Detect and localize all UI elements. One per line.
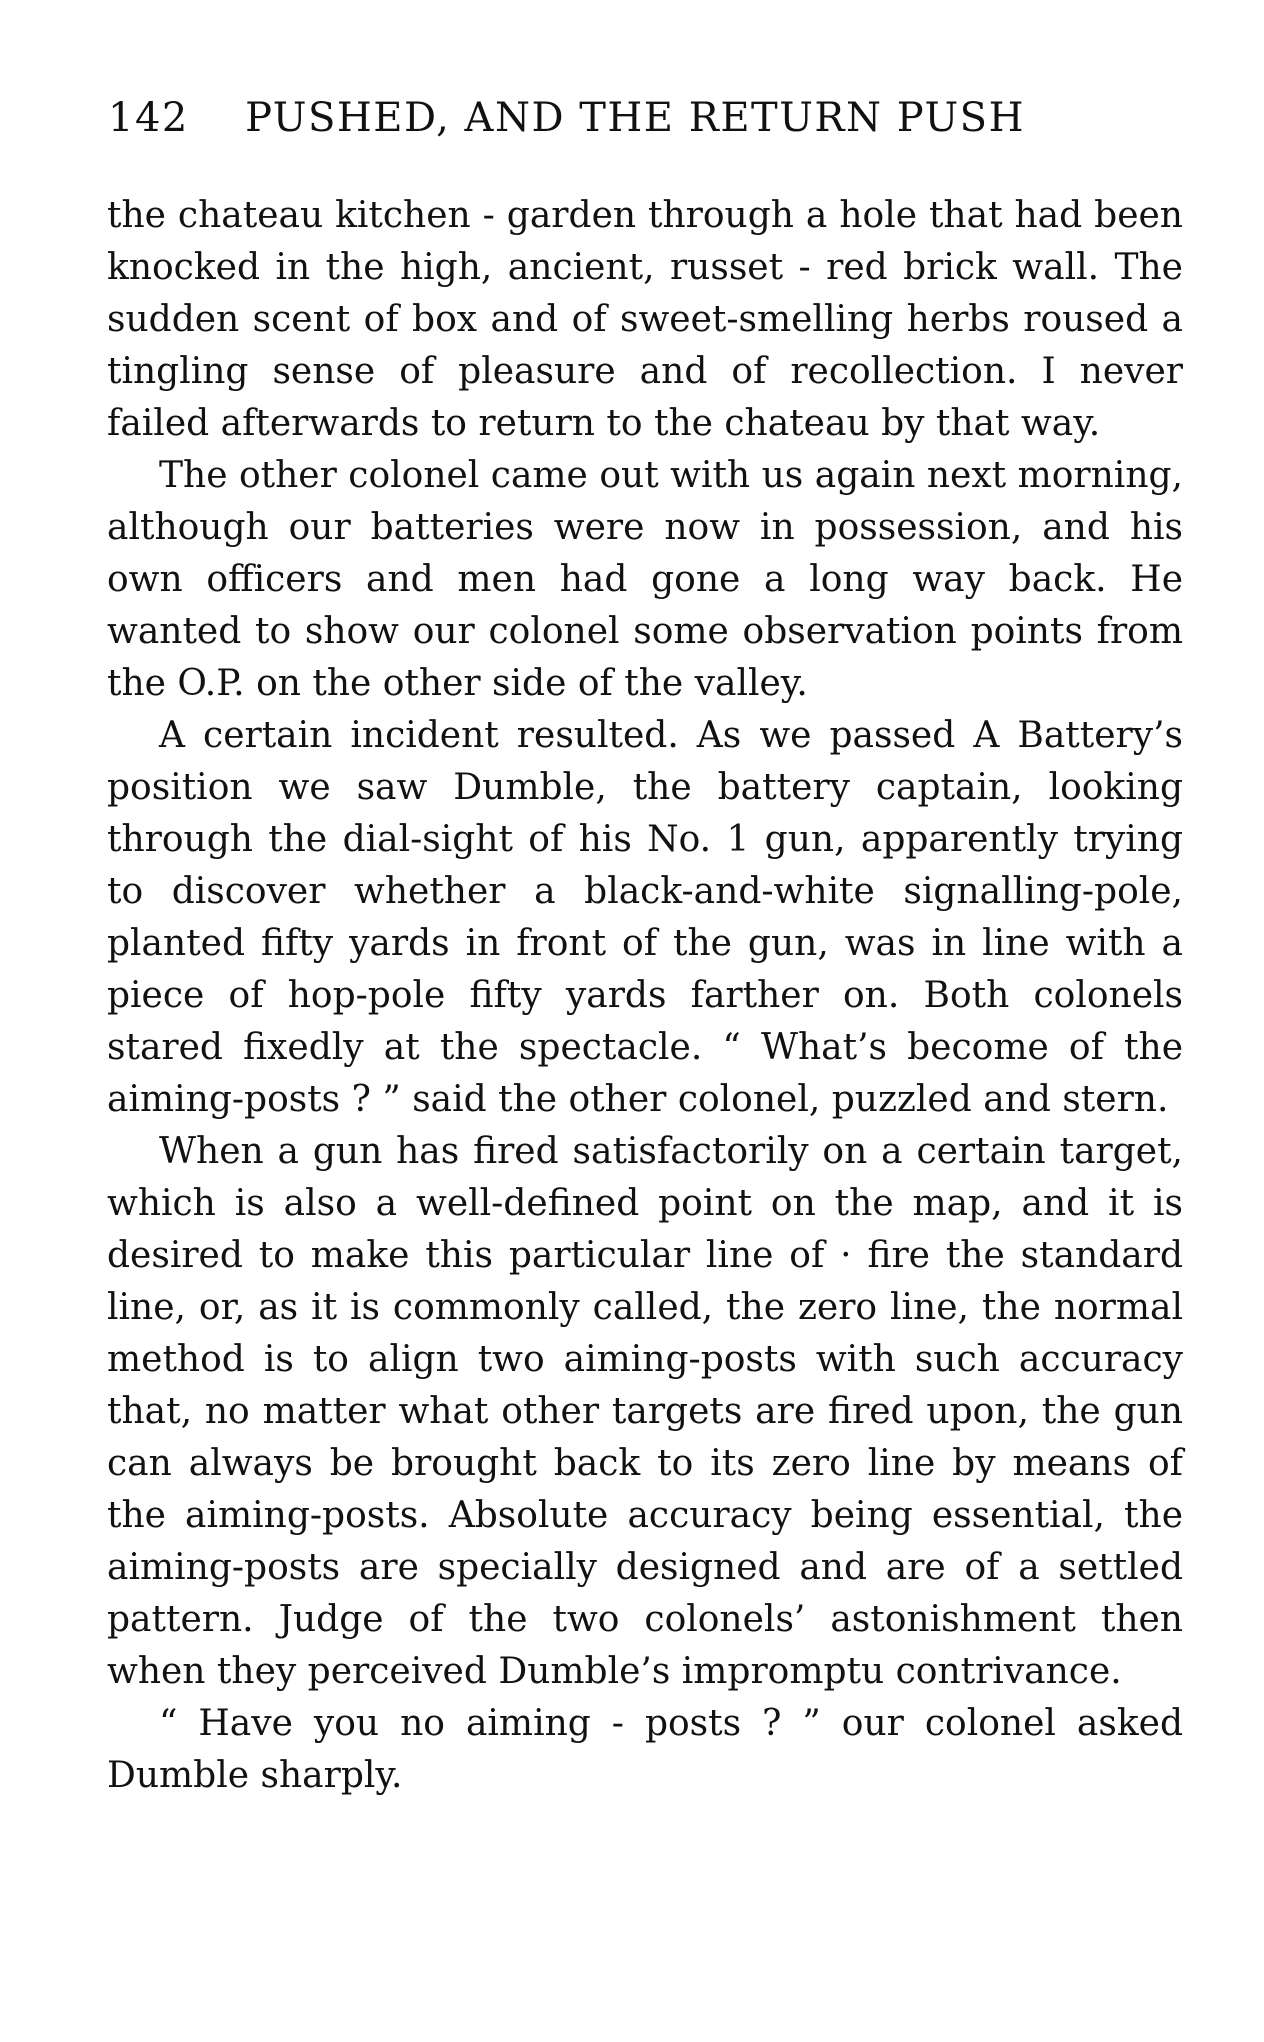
paragraph: The other colonel came out with us again next morning, although our batteries were now in possession, and his own officers and men had gone a long way back. He wanted to show our colonel some observation points from the O.P. on the other side of the valley. <box>107 455 1183 704</box>
paragraph: When a gun has fired satisfactorily on a certain target, which is also a well-defined point on the map, and it is desired to make this particular line of · fire the standard line, or, as it is commonly called, the zero line, the normal method is to align two aiming-posts with such accuracy that, no matter what other targets are fired upon, the gun can always be brought back to its zero line by means of the aiming-posts. Absolute accuracy being essential, the aiming-posts are specially designed and are of a settled pattern. Judge of the two colonels’ astonishment then when they perceived Dumble’s impromptu contrivance. <box>107 1131 1183 1692</box>
paragraph: “ Have you no aiming - posts ? ” our colonel asked Dumble sharply. <box>107 1703 1183 1796</box>
paragraph-continued: the chateau kitchen - garden through a hole that had been knocked in the high, ancient, russet - red brick wall. The sudden scent of box and of sweet-smelling herbs roused a tingling sense of pleasure and of recollection. I never failed afterwards to return to the chateau by that way. <box>107 195 1183 444</box>
page-header <box>108 92 1188 144</box>
page-number: 142 <box>108 95 189 141</box>
running-title: PUSHED, AND THE RETURN PUSH <box>245 95 1025 141</box>
paragraph: A certain incident resulted. As we passed A Battery’s position we saw Dumble, the battery captain, looking through the dial-sight of his No. 1 gun, apparently trying to discover whether a black-and-white signalling-pole, planted fifty yards in front of the gun, was in line with a piece of hop-pole fifty yards farther on. Both colonels stared fixedly at the spectacle. “ What’s become of the aiming-posts ? ” said the other colonel, puzzled and stern. <box>107 715 1183 1120</box>
body-text <box>107 190 1183 1802</box>
